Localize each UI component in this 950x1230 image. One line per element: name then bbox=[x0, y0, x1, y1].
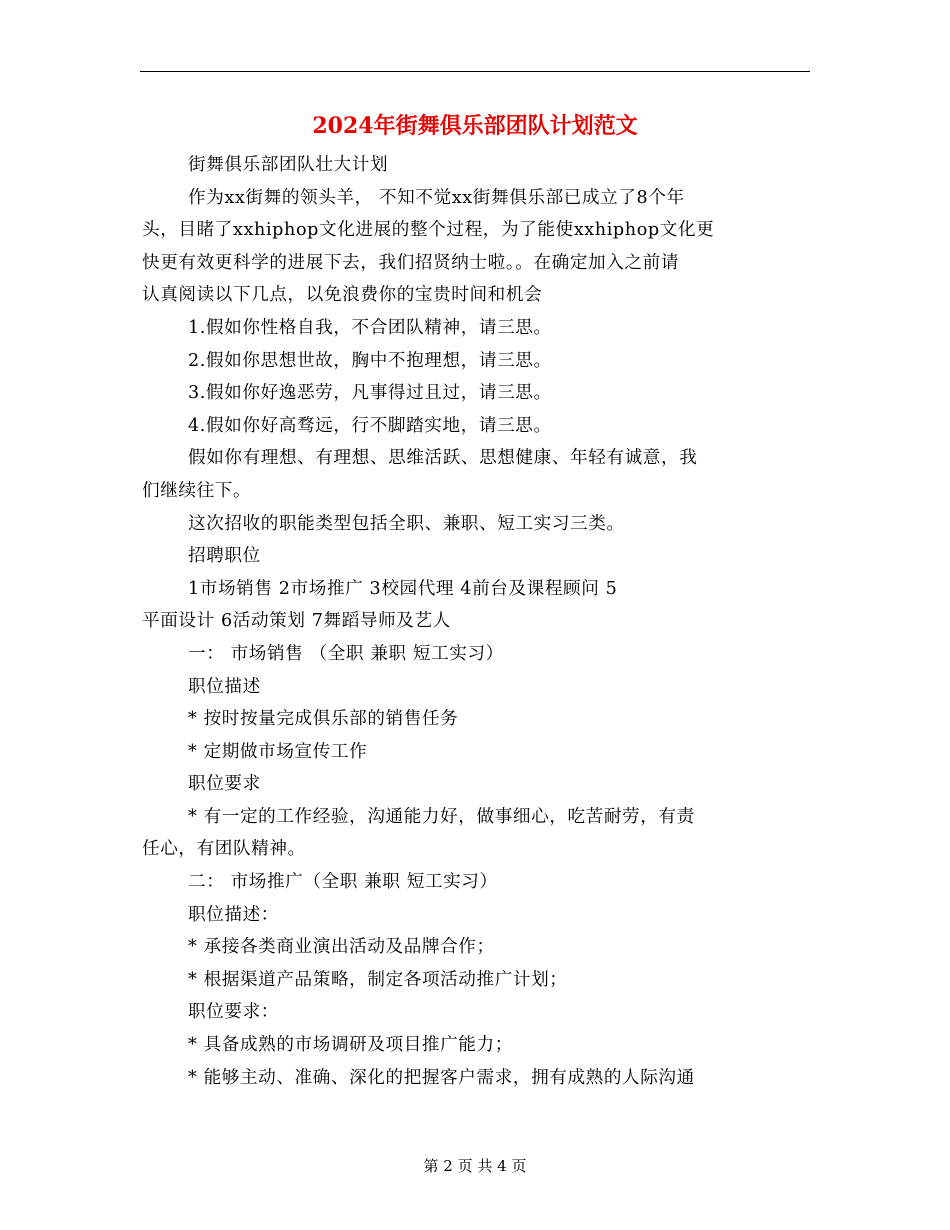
body-line: 头，目睹了xxhiphop文化进展的整个过程，为了能使xxhiphop文化更 bbox=[142, 220, 715, 241]
body-line: 招聘职位 bbox=[188, 546, 261, 567]
document-title: 2024年街舞俱乐部团队计划范文 bbox=[312, 113, 638, 139]
body-line: 快更有效更科学的进展下去，我们招贤纳士啦。。在确定加入之前请 bbox=[142, 252, 680, 273]
body-line: 这次招收的职能类型包括全职、兼职、短工实习三类。 bbox=[188, 513, 625, 534]
body-line: 街舞俱乐部团队壮大计划 bbox=[188, 155, 389, 175]
page-number-footer: 第 2 页 共 4 页 bbox=[423, 1157, 527, 1175]
body-line: 1市场销售 2市场推广 3校园代理 4前台及课程顾问 5 bbox=[188, 578, 618, 599]
body-line: 职位要求： bbox=[188, 1002, 279, 1023]
body-line: * 根据渠道产品策略，制定各项活动推广计划； bbox=[188, 969, 568, 990]
body-line: 一： 市场销售 （全职 兼职 短工实习） bbox=[188, 643, 504, 664]
body-line: 作为xx街舞的领头羊， 不知不觉xx街舞俱乐部已成立了8个年 bbox=[188, 187, 685, 208]
body-line: 职位描述 bbox=[188, 676, 261, 697]
body-line: 职位描述： bbox=[188, 904, 279, 925]
body-line: 4.假如你好高骛远，行不脚踏实地，请三思。 bbox=[188, 415, 552, 436]
body-line: 职位要求 bbox=[188, 774, 261, 795]
body-line: 认真阅读以下几点，以免浪费你的宝贵时间和机会 bbox=[142, 285, 543, 306]
body-line: * 具备成熟的市场调研及项目推广能力； bbox=[188, 1035, 513, 1056]
body-line: 们继续往下。 bbox=[142, 480, 252, 501]
body-line: * 能够主动、准确、深化的把握客户需求，拥有成熟的人际沟通 bbox=[188, 1067, 695, 1088]
body-line: 3.假如你好逸恶劳，凡事得过且过，请三思。 bbox=[188, 383, 552, 404]
body-line: 平面设计 6活动策划 7舞蹈导师及艺人 bbox=[142, 611, 451, 632]
body-line: * 定期做市场宣传工作 bbox=[188, 741, 368, 762]
body-line: 2.假如你思想世故，胸中不抱理想，请三思。 bbox=[188, 350, 552, 371]
body-line: * 按时按量完成俱乐部的销售任务 bbox=[188, 709, 459, 730]
body-line: 任心，有团队精神。 bbox=[142, 839, 306, 860]
body-line: 1.假如你性格自我，不合团队精神，请三思。 bbox=[188, 317, 552, 338]
body-line: 假如你有理想、有理想、思维活跃、思想健康、年轻有诚意，我 bbox=[188, 448, 698, 469]
body-line: 二： 市场推广（全职 兼职 短工实习） bbox=[188, 872, 498, 893]
body-line: * 承接各类商业演出活动及品牌合作； bbox=[188, 937, 495, 958]
document-body bbox=[142, 149, 810, 1094]
body-line: * 有一定的工作经验，沟通能力好，做事细心，吃苦耐劳，有责 bbox=[188, 806, 695, 827]
header-rule bbox=[140, 71, 810, 72]
